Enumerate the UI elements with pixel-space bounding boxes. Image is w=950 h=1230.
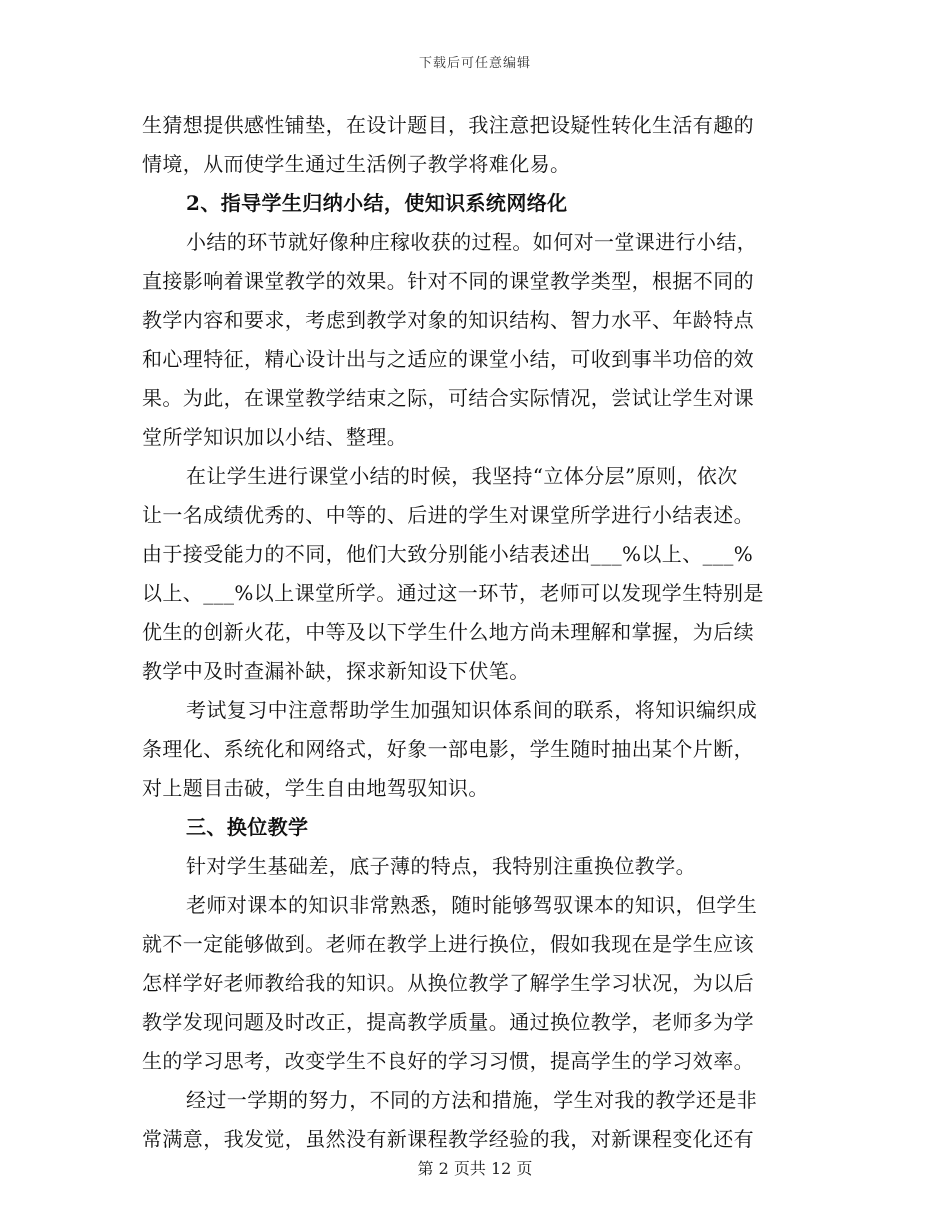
text-line: 和心理特征，精心设计出与之适应的课堂小结，可收到事半功倍的效 — [142, 347, 754, 371]
text-line: 老师对课本的知识非常熟悉，随时能够驾驭课本的知识，但学生 — [186, 893, 758, 917]
text-line: 条理化、系统化和网络式，好象一部电影，学生随时抽出某个片断， — [142, 737, 754, 761]
section-heading: 三、换位教学 — [186, 815, 309, 839]
text-line: 对上题目击破，学生自由地驾驭知识。 — [142, 776, 489, 800]
text-line: 小结的环节就好像种庄稼收获的过程。如何对一堂课进行小结， — [186, 230, 758, 254]
text-line: 堂所学知识加以小结、整理。 — [142, 425, 408, 449]
text-line: 怎样学好老师教给我的知识。从换位教学了解学生学习状况，为以后 — [142, 971, 754, 995]
text-line: 常满意，我发觉，虽然没有新课程教学经验的我，对新课程变化还有 — [142, 1127, 754, 1151]
page-footer: 第 2 页共 12 页 — [417, 1159, 533, 1178]
text-line: 果。为此，在课堂教学结束之际，可结合实际情况，尝试让学生对课 — [142, 386, 754, 410]
text-line: 情境，从而使学生通过生活例子教学将难化易。 — [142, 152, 571, 176]
text-line: 让一名成绩优秀的、中等的、后进的学生对课堂所学进行小结表述。 — [142, 503, 754, 527]
text-line: 教学发现问题及时改正，提高教学质量。通过换位教学，老师多为学 — [142, 1010, 754, 1034]
text-line: 以上、___%以上课堂所学。通过这一环节，老师可以发现学生特别是 — [142, 581, 764, 605]
text-line: 考试复习中注意帮助学生加强知识体系间的联系，将知识编织成 — [186, 698, 758, 722]
text-line: 就不一定能够做到。老师在教学上进行换位，假如我现在是学生应该 — [142, 932, 754, 956]
text-line: 教学内容和要求，考虑到教学对象的知识结构、智力水平、年龄特点 — [142, 308, 754, 332]
text-line: 经过一学期的努力，不同的方法和措施，学生对我的教学还是非 — [186, 1088, 758, 1112]
text-line: 在让学生进行课堂小结的时候，我坚持“立体分层”原则，依次 — [186, 464, 738, 488]
text-line: 针对学生基础差，底子薄的特点，我特别注重换位教学。 — [186, 854, 696, 878]
text-line: 教学中及时查漏补缺，探求新知设下伏笔。 — [142, 659, 530, 683]
text-line: 生猜想提供感性铺垫，在设计题目，我注意把设疑性转化生活有趣的 — [142, 113, 754, 137]
page-header: 下载后可任意编辑 — [418, 56, 531, 71]
text-line: 由于接受能力的不同，他们大致分别能小结表述出___%以上、___% — [142, 542, 754, 566]
text-line: 生的学习思考，改变学生不良好的学习习惯，提高学生的学习效率。 — [142, 1049, 754, 1073]
document-body — [142, 106, 808, 1159]
text-line: 直接影响着课堂教学的效果。针对不同的课堂教学类型，根据不同的 — [142, 269, 754, 293]
section-heading: 2、指导学生归纳小结，使知识系统网络化 — [186, 191, 568, 215]
text-line: 优生的创新火花，中等及以下学生什么地方尚未理解和掌握，为后续 — [142, 620, 754, 644]
